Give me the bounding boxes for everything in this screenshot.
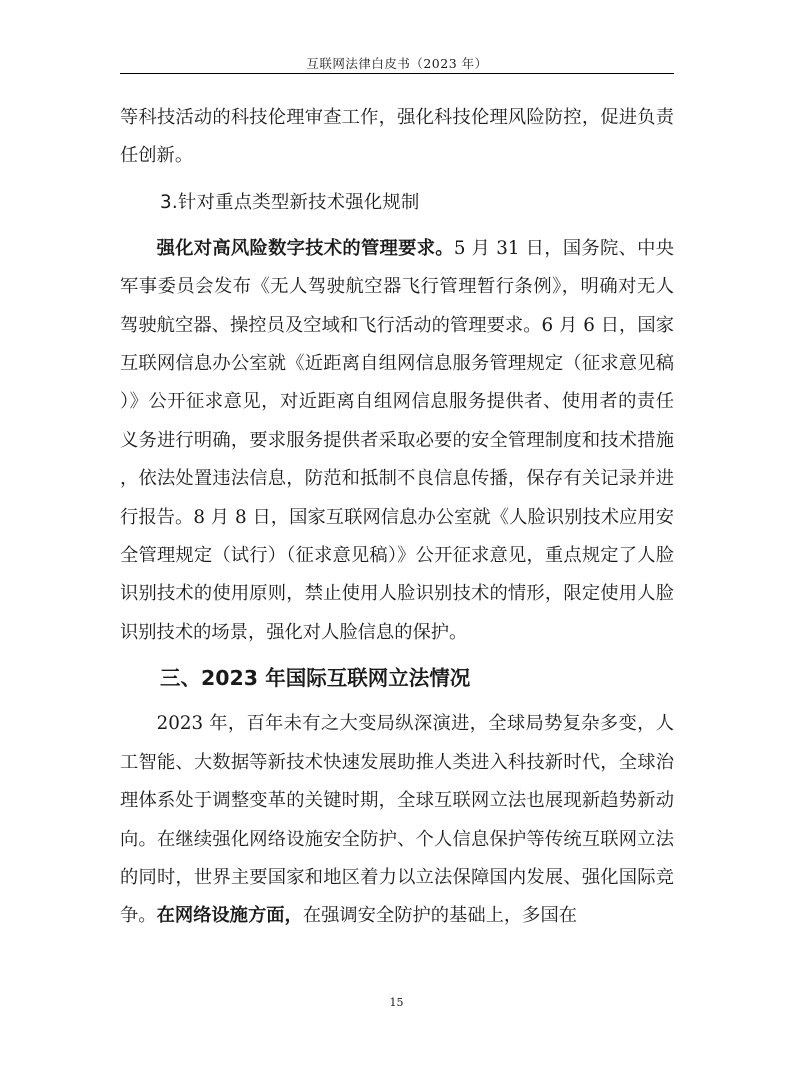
header-divider bbox=[120, 73, 674, 74]
paragraph-international bbox=[120, 705, 674, 935]
paragraph-high-risk-tech bbox=[120, 230, 674, 652]
paragraph-body: 2023 年，百年未有之大变局纵深演进，全球局势复杂多变，人工智能、大数据等新技术快速发展助推人类进入科技新时代，全球治理体系处于调整变革的关键时期，全球互联网立法也展现新趋势新动向。在继续强化网络设施安全防护、个人信息保护等传统互联网立法的同时，世界主要国家和地区着力以立法保障国内发展、强化国际竞争。 bbox=[120, 713, 674, 927]
section-heading: 三、2023 年国际互联网立法情况 bbox=[160, 666, 471, 691]
page-number: 15 bbox=[389, 996, 404, 1009]
running-header: 互联网法律白皮书（2023 年） bbox=[306, 56, 488, 71]
body-text bbox=[120, 99, 674, 936]
paragraph-body: 5 月 31 日，国务院、中央军事委员会发布《无人驾驶航空器飞行管理暂行条例》，明确对无人驾驶航空器、操控员及空域和飞行活动的管理要求。6 月 6 日，国家互联网信息办公室就《近距离自组网信息服务管理规定（征求意见稿）》公开征求意见，对近距离自组网信息服务提供者、使用者的责任义务进行明确，要求服务提供者采取必要的安全管理制度和技术措施，依法处置违法信息，防范和抵制不良信息传播，保存有关记录并进行报告。8 月 8 日，国家互联网信息办公室就《人脸识别技术应用安全管理规定（试行）（征求意见稿）》公开征求意见，重点规定了人脸识别技术的使用原则，禁止使用人脸识别技术的情形，限定使用人脸识别技术的场景，强化对人脸信息的保护。 bbox=[120, 237, 675, 643]
paragraph-lead: 强化对高风险数字技术的管理要求。 bbox=[156, 237, 454, 259]
paragraph-continuation: 等科技活动的科技伦理审查工作，强化科技伦理风险防控，促进负责任创新。 bbox=[120, 107, 674, 167]
paragraph-tail: 在强调安全防护的基础上，多国在 bbox=[302, 905, 578, 927]
paragraph-bold-phrase: 在网络设施方面， bbox=[156, 905, 303, 927]
subheading: 3.针对重点类型新技术强化规制 bbox=[160, 191, 420, 213]
